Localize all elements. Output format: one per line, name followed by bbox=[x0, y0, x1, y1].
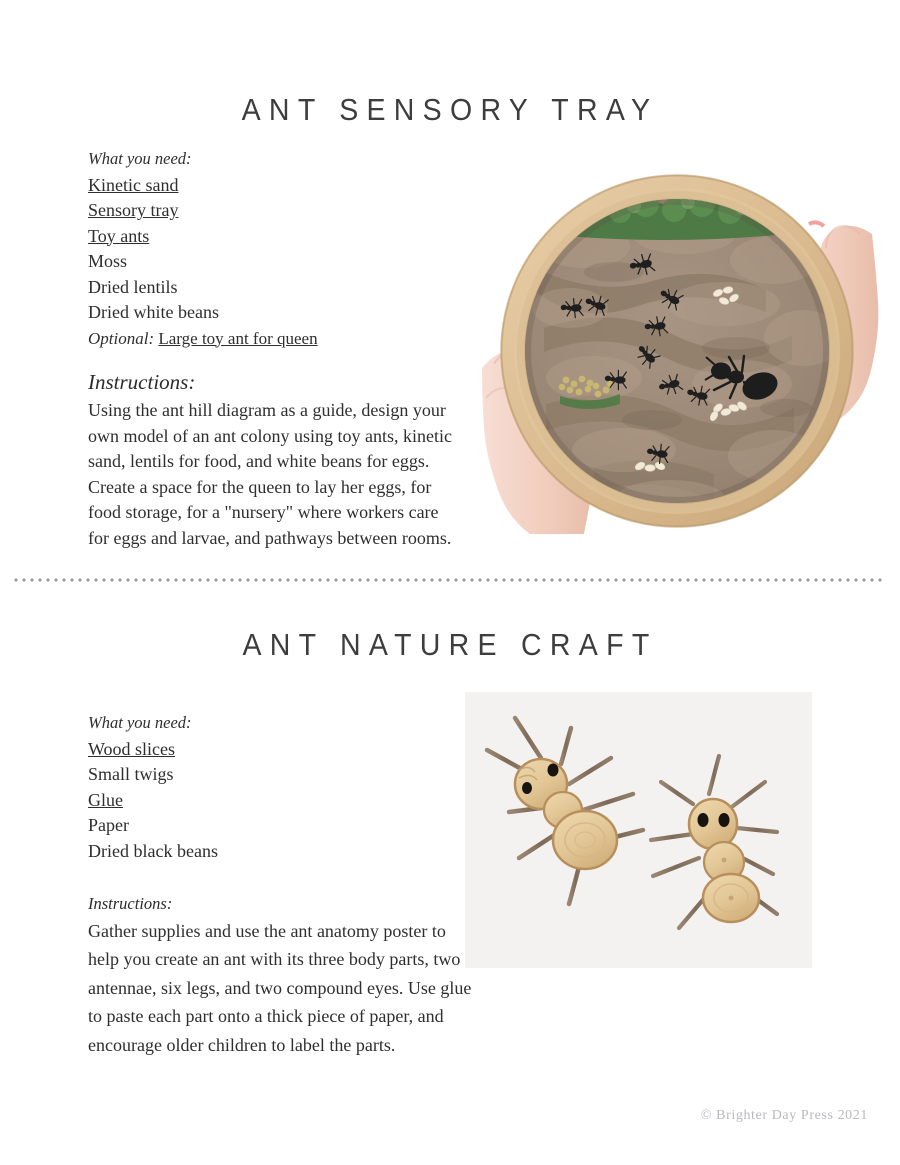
optional-material-line[interactable] bbox=[88, 326, 468, 352]
material-item-sensory-tray[interactable] bbox=[88, 198, 468, 224]
material-label[interactable]: Kinetic sand bbox=[88, 174, 179, 195]
material-label: Dried white beans bbox=[88, 302, 219, 323]
material-item-dried-black-beans bbox=[88, 839, 468, 865]
material-label: Small twigs bbox=[88, 764, 174, 785]
section-divider bbox=[12, 578, 886, 582]
material-label: Moss bbox=[88, 251, 128, 272]
instructions-heading-1: Instructions: bbox=[88, 370, 196, 395]
section-title-ant-sensory-tray: ANT SENSORY TRAY bbox=[241, 92, 659, 127]
material-label: Dried black beans bbox=[88, 840, 218, 861]
material-label[interactable]: Wood slices bbox=[88, 738, 176, 759]
material-label[interactable]: Sensory tray bbox=[88, 200, 179, 221]
nature-craft-photo bbox=[465, 692, 812, 968]
material-item-moss bbox=[88, 249, 468, 275]
material-item-kinetic-sand[interactable] bbox=[88, 173, 468, 199]
wood-slice-abdomen-left bbox=[553, 811, 617, 869]
bean-eye-left-1 bbox=[548, 764, 559, 777]
materials-list-1 bbox=[88, 173, 468, 326]
material-item-wood-slices[interactable] bbox=[88, 737, 468, 763]
sensory-tray-photo bbox=[474, 168, 880, 534]
material-item-glue[interactable] bbox=[88, 788, 468, 814]
material-item-small-twigs bbox=[88, 762, 468, 788]
material-item-toy-ants[interactable] bbox=[88, 224, 468, 250]
material-label[interactable]: Toy ants bbox=[88, 225, 150, 246]
material-label: Paper bbox=[88, 815, 129, 836]
what-you-need-heading-2: What you need: bbox=[88, 713, 192, 732]
materials-list-2 bbox=[88, 737, 468, 865]
optional-material-link[interactable]: Large toy ant for queen bbox=[158, 328, 318, 348]
wood-slice-head-right bbox=[689, 799, 737, 849]
bean-eye-right-1 bbox=[698, 813, 709, 827]
material-item-dried-lentils bbox=[88, 275, 468, 301]
material-label: Dried lentils bbox=[88, 276, 178, 297]
material-item-dried-white-beans bbox=[88, 300, 468, 326]
material-item-paper bbox=[88, 813, 468, 839]
copyright-footer: © Brighter Day Press 2021 bbox=[700, 1108, 868, 1123]
nature-craft-text-column bbox=[88, 710, 472, 1059]
what-you-need-heading-1: What you need: bbox=[88, 149, 192, 168]
sensory-tray-text-column bbox=[88, 146, 468, 551]
instructions-body-1: Using the ant hill diagram as a guide, design your own model of an ant colony using toy ants, kinetic sand, lentils for food, and white beans for eggs. Create a space for the queen to lay her eggs, for food storage, for a "nursery" where workers care for eggs and larvae, and pathways between rooms. bbox=[88, 400, 452, 548]
bean-eye-right-2 bbox=[719, 813, 730, 827]
bean-eye-left-2 bbox=[522, 782, 532, 794]
material-label[interactable]: Glue bbox=[88, 789, 123, 810]
instructions-heading-2: Instructions: bbox=[88, 894, 173, 914]
section-title-ant-nature-craft: ANT NATURE CRAFT bbox=[242, 627, 658, 662]
optional-label: Optional: bbox=[88, 328, 155, 348]
instructions-body-2: Gather supplies and use the ant anatomy poster to help you create an ant with its three body parts, two antennae, six legs, and two compound eyes. Use glue to paste each part onto a thick piece of paper, and encourage older children to label the parts. bbox=[88, 920, 472, 1055]
